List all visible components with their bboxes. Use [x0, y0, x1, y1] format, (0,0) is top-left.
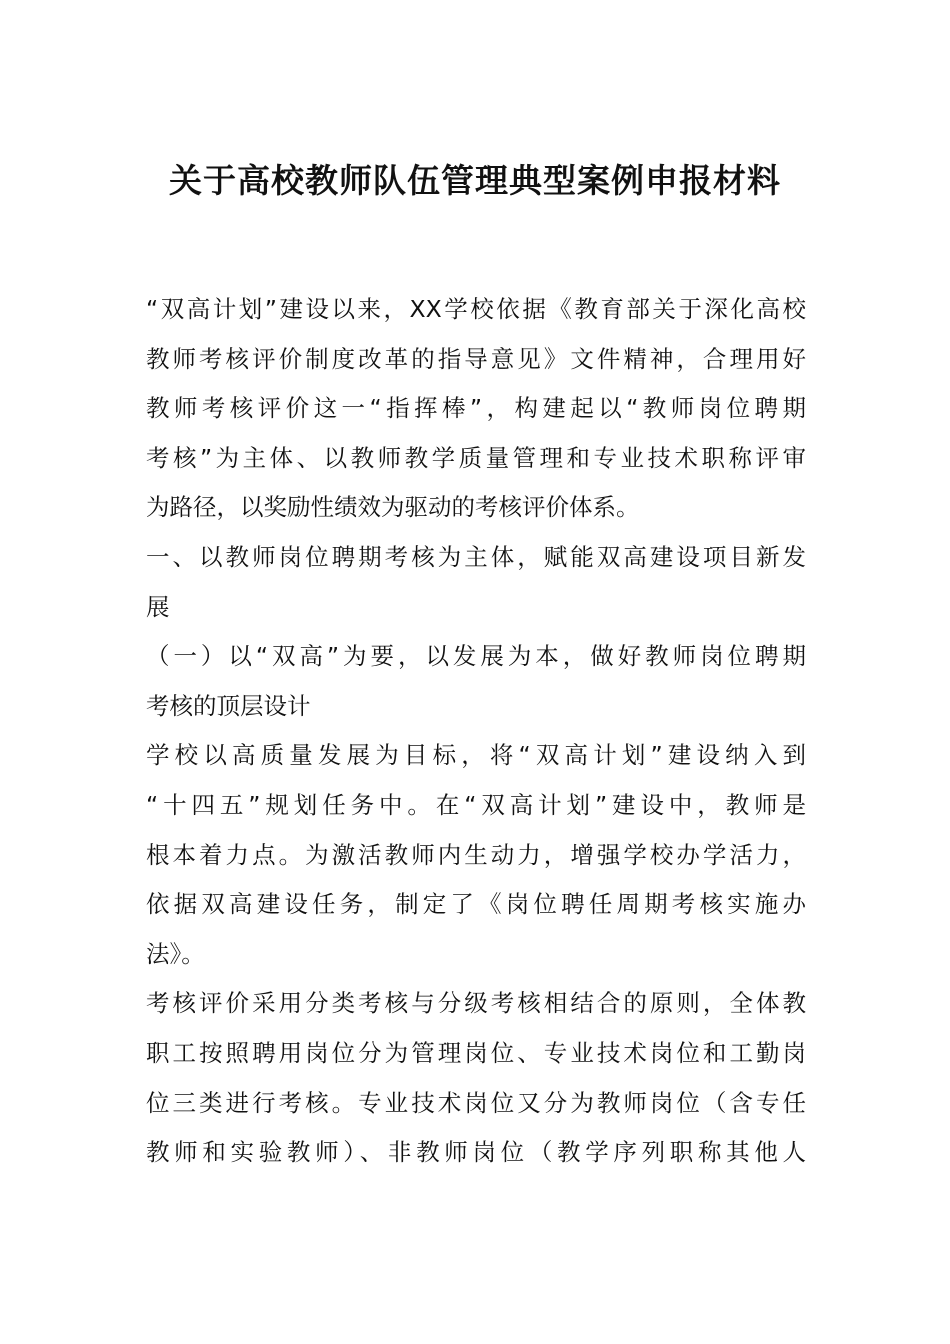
document-title: 关于高校教师队伍管理典型案例申报材料 — [169, 161, 781, 200]
body-line: 法》。 — [146, 939, 205, 968]
body-line: 根本着力点。为激活教师内生动力，增强学校办学活力， — [146, 840, 806, 869]
body-line: 位三类进行考核。专业技术岗位又分为教师岗位（含专任 — [146, 1088, 806, 1117]
body-line: “双高计划”建设以来，XX学校依据《教育部关于深化高校 — [146, 295, 806, 323]
body-line: “十四五”规划任务中。在“双高计划”建设中，教师是 — [146, 790, 806, 819]
body-line: 展 — [146, 592, 170, 621]
body-line: 为路径，以奖励性绩效为驱动的考核评价体系。 — [146, 493, 640, 522]
body-line: 学校以高质量发展为目标，将“双高计划”建设纳入到 — [146, 741, 806, 770]
body-line: 考核”为主体、以教师教学质量管理和专业技术职称评审 — [146, 443, 806, 472]
body-line: 教师考核评价这一“指挥棒”，构建起以“教师岗位聘期 — [146, 394, 806, 423]
body-line: 考核的顶层设计 — [146, 691, 311, 720]
body-line: 考核评价采用分类考核与分级考核相结合的原则，全体教 — [146, 989, 806, 1018]
body-line: 教师和实验教师）、非教师岗位（教学序列职称其他人 — [146, 1138, 806, 1167]
body-line: 教师考核评价制度改革的指导意见》文件精神，合理用好 — [146, 344, 806, 373]
body-line: 一、以教师岗位聘期考核为主体，赋能双高建设项目新发 — [146, 542, 806, 571]
body-line: 职工按照聘用岗位分为管理岗位、专业技术岗位和工勤岗 — [146, 1038, 806, 1067]
body-line: （一）以“双高”为要，以发展为本，做好教师岗位聘期 — [146, 642, 806, 671]
document-body — [146, 285, 806, 1178]
body-line: 依据双高建设任务，制定了《岗位聘任周期考核实施办 — [146, 890, 806, 919]
